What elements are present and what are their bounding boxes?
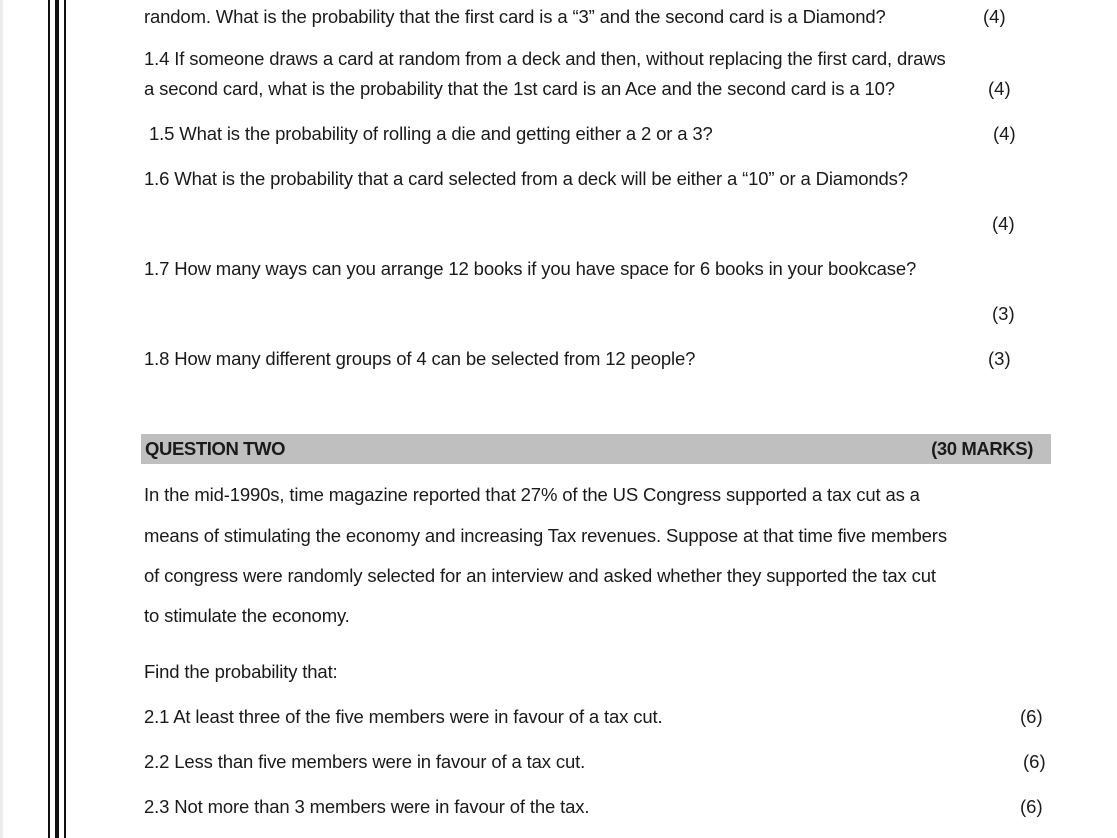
page-border-line	[64, 0, 66, 838]
question-two-title: QUESTION TWO	[145, 438, 286, 459]
question-1-4-marks: (4)	[988, 78, 1011, 99]
question-1-6-text: 1.6 What is the probability that a card selected from a deck will be either a “10” or a Diamonds?	[144, 168, 908, 189]
question-2-1-marks: (6)	[1020, 706, 1043, 727]
question-1-5-text: 1.5 What is the probability of rolling a die and getting either a 2 or a 3?	[149, 123, 713, 144]
question-1-4-line2: a second card, what is the probability that the 1st card is an Ace and the second card is a 10?	[144, 78, 895, 99]
question-1-8-text: 1.8 How many different groups of 4 can be selected from 12 people?	[144, 348, 696, 369]
question-2-2-marks: (6)	[1023, 751, 1046, 772]
question-1-4-line1: 1.4 If someone draws a card at random from a deck and then, without replacing the first card, draws	[144, 48, 946, 69]
question-two-total-marks: (30 MARKS)	[931, 438, 1033, 459]
intro-line-1: In the mid-1990s, time magazine reported that 27% of the US Congress supported a tax cut as a	[144, 484, 920, 505]
page-border-line-thick	[55, 0, 59, 838]
question-two-header-bar	[141, 434, 1051, 464]
question-1-5-marks: (4)	[993, 123, 1016, 144]
question-1-6-marks: (4)	[992, 213, 1015, 234]
page-border-line	[48, 0, 50, 838]
question-1-8-marks: (3)	[988, 348, 1011, 369]
question-2-1-text: 2.1 At least three of the five members were in favour of a tax cut.	[144, 706, 663, 727]
intro-line-4: to stimulate the economy.	[144, 605, 350, 626]
question-2-2-text: 2.2 Less than five members were in favour of a tax cut.	[144, 751, 586, 772]
question-1-3-marks: (4)	[983, 6, 1006, 27]
intro-line-3: of congress were randomly selected for an interview and asked whether they supported the tax cut	[144, 565, 936, 586]
question-2-3-text: 2.3 Not more than 3 members were in favour of the tax.	[144, 796, 590, 817]
question-1-3-text: random. What is the probability that the first card is a “3” and the second card is a Diamond?	[144, 6, 886, 27]
intro-line-2: means of stimulating the economy and increasing Tax revenues. Suppose at that time five members	[144, 525, 947, 546]
page-edge	[0, 0, 3, 838]
question-2-3-marks: (6)	[1020, 796, 1043, 817]
question-two-prompt: Find the probability that:	[144, 661, 338, 682]
question-1-7-marks: (3)	[992, 303, 1015, 324]
question-1-7-text: 1.7 How many ways can you arrange 12 books if you have space for 6 books in your bookcase?	[144, 258, 917, 279]
